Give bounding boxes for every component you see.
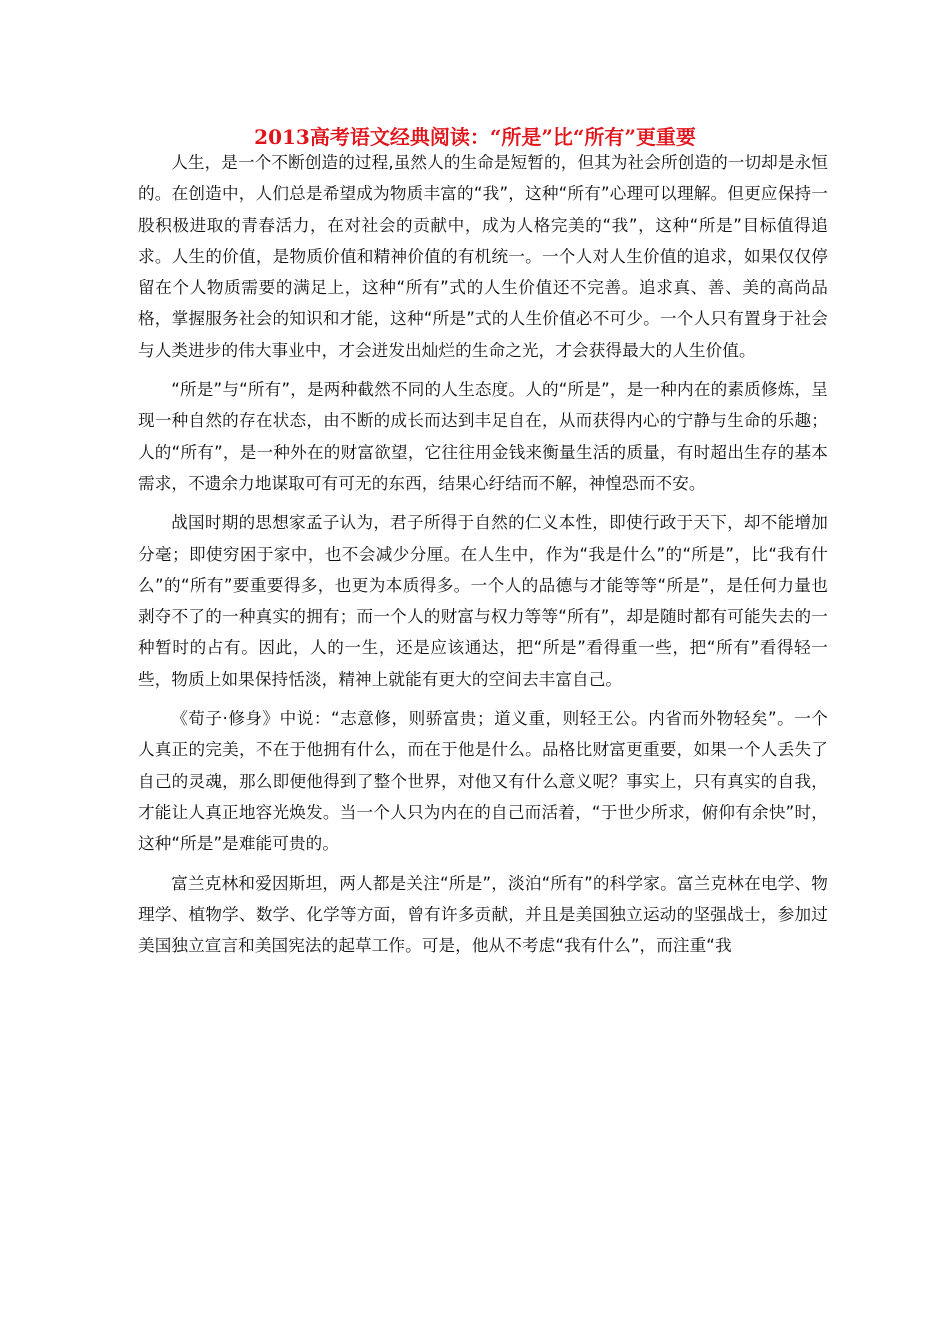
paragraph: “所是”与“所有”，是两种截然不同的人生态度。人的“所是”，是一种内在的素质修炼，呈现一种自然的存在状态，由不断的成长而达到丰足自在，从而获得内心的宁静与生命的乐趣；人的“所有”，是一种外在的财富欲望，它往往用金钱来衡量生活的质量，有时超出生存的基本需求，不遗余力地谋取可有可无的东西，结果心纡结而不解，神惶恐而不安。 — [138, 380, 828, 493]
document-title: 2013高考语文经典阅读：“所是”比“所有”更重要 — [254, 125, 696, 149]
paragraph: 人生，是一个不断创造的过程,虽然人的生命是短暂的，但其为社会所创造的一切却是永恒的。在创造中，人们总是希望成为物质丰富的“我”，这种“所有”心理可以理解。但更应保持一股积极进取的青春活力，在对社会的贡献中，成为人格完美的“我”，这种“所是”目标值得追求。人生的价值，是物质价值和精神价值的有机统一。一个人对人生价值的追求，如果仅仅停留在个人物质需要的满足上，这种“所有”式的人生价值还不完善。追求真、善、美的高尚品格，掌握服务社会的知识和才能，这种“所是”式的人生价值必不可少。一个人只有置身于社会与人类进步的伟大事业中，才会迸发出灿烂的生命之光，才会获得最大的人生价值。 — [138, 153, 828, 360]
paragraph: 富兰克林和爱因斯坦，两人都是关注“所是”，淡泊“所有”的科学家。富兰克林在电学、物理学、植物学、数学、化学等方面，曾有许多贡献，并且是美国独立运动的坚强战士，参加过美国独立宣言和美国宪法的起草工作。可是，他从不考虑“我有什么”，而注重“我 — [138, 873, 828, 956]
paragraph: 《荀子·修身》中说：“志意修，则骄富贵；道义重，则轻王公。内省而外物轻矣”。一个人真正的完美，不在于他拥有什么，而在于他是什么。品格比财富更重要，如果一个人丢失了自己的灵魂，那么即便他得到了整个世界，对他又有什么意义呢？事实上，只有真实的自我，才能让人真正地容光焕发。当一个人只为内在的自己而活着，“于世少所求，俯仰有余快”时，这种“所是”是难能可贵的。 — [138, 709, 828, 854]
paragraph: 战国时期的思想家孟子认为，君子所得于自然的仁义本性，即使行政于天下，却不能增加分毫；即使穷困于家中，也不会减少分厘。在人生中，作为“我是什么”的“所是”，比“我有什么”的“所有”要重要得多，也更为本质得多。一个人的品德与才能等等“所是”，是任何力量也剥夺不了的一种真实的拥有；而一个人的财富与权力等等“所有”，却是随时都有可能失去的一种暂时的占有。因此，人的一生，还是应该通达，把“所是”看得重一些，把“所有”看得轻一些，物质上如果保持恬淡，精神上就能有更大的空间去丰富自己。 — [138, 513, 828, 689]
document-body — [138, 147, 828, 961]
